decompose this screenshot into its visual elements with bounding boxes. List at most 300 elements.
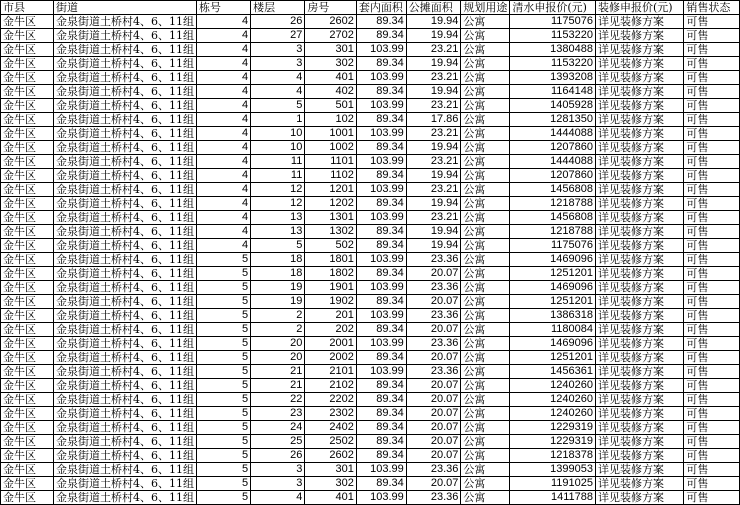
- cell-usage[interactable]: 公寓: [461, 225, 510, 239]
- cell-floor[interactable]: 2: [251, 323, 305, 337]
- cell-room[interactable]: 2702: [305, 29, 357, 43]
- cell-base-price[interactable]: 1240260: [510, 379, 596, 393]
- cell-room[interactable]: 2602: [305, 449, 357, 463]
- cell-usage[interactable]: 公寓: [461, 351, 510, 365]
- cell-status[interactable]: 可售: [684, 407, 740, 421]
- cell-base-price[interactable]: 1240260: [510, 407, 596, 421]
- cell-room[interactable]: 302: [305, 477, 357, 491]
- cell-inner-area[interactable]: 89.34: [356, 393, 406, 407]
- cell-inner-area[interactable]: 103.99: [356, 155, 406, 169]
- cell-status[interactable]: 可售: [684, 71, 740, 85]
- cell-room[interactable]: 1302: [305, 225, 357, 239]
- cell-building[interactable]: 5: [196, 337, 250, 351]
- cell-base-price[interactable]: 1456808: [510, 211, 596, 225]
- cell-street[interactable]: 金泉街道土桥村4、6、11组: [53, 491, 196, 505]
- cell-decor-price[interactable]: 详见装修方案: [595, 421, 683, 435]
- cell-building[interactable]: 5: [196, 295, 250, 309]
- cell-shared-area[interactable]: 23.21: [406, 127, 461, 141]
- cell-status[interactable]: 可售: [684, 379, 740, 393]
- cell-inner-area[interactable]: 103.99: [356, 337, 406, 351]
- col-header-inner-area[interactable]: 套内面积: [356, 1, 406, 15]
- cell-county[interactable]: 金牛区: [1, 407, 54, 421]
- cell-decor-price[interactable]: 详见装修方案: [595, 323, 683, 337]
- cell-usage[interactable]: 公寓: [461, 337, 510, 351]
- cell-room[interactable]: 1901: [305, 281, 357, 295]
- cell-building[interactable]: 5: [196, 351, 250, 365]
- cell-decor-price[interactable]: 详见装修方案: [595, 99, 683, 113]
- cell-inner-area[interactable]: 89.34: [356, 85, 406, 99]
- cell-shared-area[interactable]: 23.21: [406, 43, 461, 57]
- cell-floor[interactable]: 2: [251, 309, 305, 323]
- cell-shared-area[interactable]: 20.07: [406, 421, 461, 435]
- cell-decor-price[interactable]: 详见装修方案: [595, 337, 683, 351]
- cell-street[interactable]: 金泉街道土桥村4、6、11组: [53, 267, 196, 281]
- cell-street[interactable]: 金泉街道土桥村4、6、11组: [53, 85, 196, 99]
- cell-street[interactable]: 金泉街道土桥村4、6、11组: [53, 365, 196, 379]
- cell-county[interactable]: 金牛区: [1, 309, 54, 323]
- cell-decor-price[interactable]: 详见装修方案: [595, 491, 683, 505]
- cell-building[interactable]: 4: [196, 43, 250, 57]
- cell-decor-price[interactable]: 详见装修方案: [595, 463, 683, 477]
- cell-decor-price[interactable]: 详见装修方案: [595, 407, 683, 421]
- cell-floor[interactable]: 22: [251, 393, 305, 407]
- cell-building[interactable]: 5: [196, 323, 250, 337]
- cell-street[interactable]: 金泉街道土桥村4、6、11组: [53, 449, 196, 463]
- cell-floor[interactable]: 5: [251, 239, 305, 253]
- cell-inner-area[interactable]: 103.99: [356, 491, 406, 505]
- cell-decor-price[interactable]: 详见装修方案: [595, 183, 683, 197]
- cell-room[interactable]: 2602: [305, 15, 357, 29]
- cell-usage[interactable]: 公寓: [461, 29, 510, 43]
- cell-usage[interactable]: 公寓: [461, 435, 510, 449]
- cell-street[interactable]: 金泉街道土桥村4、6、11组: [53, 421, 196, 435]
- cell-base-price[interactable]: 1229319: [510, 435, 596, 449]
- cell-status[interactable]: 可售: [684, 477, 740, 491]
- cell-floor[interactable]: 25: [251, 435, 305, 449]
- cell-building[interactable]: 5: [196, 421, 250, 435]
- cell-inner-area[interactable]: 103.99: [356, 43, 406, 57]
- cell-street[interactable]: 金泉街道土桥村4、6、11组: [53, 225, 196, 239]
- cell-shared-area[interactable]: 19.94: [406, 85, 461, 99]
- cell-status[interactable]: 可售: [684, 43, 740, 57]
- cell-decor-price[interactable]: 详见装修方案: [595, 225, 683, 239]
- cell-street[interactable]: 金泉街道土桥村4、6、11组: [53, 29, 196, 43]
- cell-status[interactable]: 可售: [684, 57, 740, 71]
- cell-inner-area[interactable]: 89.34: [356, 351, 406, 365]
- cell-base-price[interactable]: 1218788: [510, 225, 596, 239]
- cell-usage[interactable]: 公寓: [461, 295, 510, 309]
- cell-county[interactable]: 金牛区: [1, 323, 54, 337]
- cell-building[interactable]: 4: [196, 169, 250, 183]
- cell-inner-area[interactable]: 103.99: [356, 183, 406, 197]
- cell-base-price[interactable]: 1411788: [510, 491, 596, 505]
- cell-shared-area[interactable]: 23.36: [406, 309, 461, 323]
- cell-building[interactable]: 5: [196, 281, 250, 295]
- cell-shared-area[interactable]: 20.07: [406, 477, 461, 491]
- cell-floor[interactable]: 24: [251, 421, 305, 435]
- cell-street[interactable]: 金泉街道土桥村4、6、11组: [53, 477, 196, 491]
- cell-county[interactable]: 金牛区: [1, 337, 54, 351]
- cell-inner-area[interactable]: 103.99: [356, 211, 406, 225]
- col-header-status[interactable]: 销售状态: [684, 1, 740, 15]
- cell-county[interactable]: 金牛区: [1, 113, 54, 127]
- cell-inner-area[interactable]: 89.34: [356, 407, 406, 421]
- cell-status[interactable]: 可售: [684, 337, 740, 351]
- cell-base-price[interactable]: 1218788: [510, 197, 596, 211]
- cell-floor[interactable]: 13: [251, 211, 305, 225]
- cell-usage[interactable]: 公寓: [461, 491, 510, 505]
- cell-decor-price[interactable]: 详见装修方案: [595, 211, 683, 225]
- cell-county[interactable]: 金牛区: [1, 169, 54, 183]
- cell-status[interactable]: 可售: [684, 85, 740, 99]
- cell-county[interactable]: 金牛区: [1, 239, 54, 253]
- cell-shared-area[interactable]: 20.07: [406, 295, 461, 309]
- cell-county[interactable]: 金牛区: [1, 99, 54, 113]
- cell-floor[interactable]: 20: [251, 337, 305, 351]
- cell-status[interactable]: 可售: [684, 239, 740, 253]
- cell-base-price[interactable]: 1469096: [510, 253, 596, 267]
- cell-street[interactable]: 金泉街道土桥村4、6、11组: [53, 169, 196, 183]
- cell-status[interactable]: 可售: [684, 253, 740, 267]
- cell-street[interactable]: 金泉街道土桥村4、6、11组: [53, 295, 196, 309]
- cell-room[interactable]: 2302: [305, 407, 357, 421]
- cell-base-price[interactable]: 1444088: [510, 127, 596, 141]
- cell-usage[interactable]: 公寓: [461, 99, 510, 113]
- cell-county[interactable]: 金牛区: [1, 211, 54, 225]
- cell-room[interactable]: 201: [305, 309, 357, 323]
- cell-county[interactable]: 金牛区: [1, 197, 54, 211]
- cell-shared-area[interactable]: 23.36: [406, 253, 461, 267]
- cell-inner-area[interactable]: 89.34: [356, 15, 406, 29]
- cell-base-price[interactable]: 1281350: [510, 113, 596, 127]
- col-header-room[interactable]: 房号: [305, 1, 357, 15]
- cell-building[interactable]: 4: [196, 57, 250, 71]
- cell-floor[interactable]: 19: [251, 281, 305, 295]
- cell-street[interactable]: 金泉街道土桥村4、6、11组: [53, 239, 196, 253]
- cell-shared-area[interactable]: 20.07: [406, 407, 461, 421]
- cell-room[interactable]: 1802: [305, 267, 357, 281]
- cell-decor-price[interactable]: 详见装修方案: [595, 435, 683, 449]
- cell-building[interactable]: 4: [196, 239, 250, 253]
- cell-floor[interactable]: 20: [251, 351, 305, 365]
- cell-decor-price[interactable]: 详见装修方案: [595, 365, 683, 379]
- cell-usage[interactable]: 公寓: [461, 57, 510, 71]
- cell-inner-area[interactable]: 103.99: [356, 309, 406, 323]
- cell-inner-area[interactable]: 103.99: [356, 463, 406, 477]
- cell-decor-price[interactable]: 详见装修方案: [595, 155, 683, 169]
- cell-usage[interactable]: 公寓: [461, 211, 510, 225]
- cell-floor[interactable]: 12: [251, 197, 305, 211]
- cell-usage[interactable]: 公寓: [461, 407, 510, 421]
- cell-decor-price[interactable]: 详见装修方案: [595, 281, 683, 295]
- cell-shared-area[interactable]: 20.07: [406, 267, 461, 281]
- cell-building[interactable]: 4: [196, 71, 250, 85]
- cell-street[interactable]: 金泉街道土桥村4、6、11组: [53, 113, 196, 127]
- cell-county[interactable]: 金牛区: [1, 421, 54, 435]
- cell-usage[interactable]: 公寓: [461, 197, 510, 211]
- cell-status[interactable]: 可售: [684, 463, 740, 477]
- cell-street[interactable]: 金泉街道土桥村4、6、11组: [53, 393, 196, 407]
- cell-usage[interactable]: 公寓: [461, 113, 510, 127]
- cell-status[interactable]: 可售: [684, 421, 740, 435]
- cell-shared-area[interactable]: 19.94: [406, 29, 461, 43]
- cell-room[interactable]: 1101: [305, 155, 357, 169]
- cell-base-price[interactable]: 1153220: [510, 29, 596, 43]
- cell-county[interactable]: 金牛区: [1, 351, 54, 365]
- cell-inner-area[interactable]: 89.34: [356, 141, 406, 155]
- cell-decor-price[interactable]: 详见装修方案: [595, 141, 683, 155]
- col-header-base-price[interactable]: 清水申报价(元): [510, 1, 596, 15]
- cell-floor[interactable]: 4: [251, 71, 305, 85]
- cell-usage[interactable]: 公寓: [461, 393, 510, 407]
- cell-room[interactable]: 2102: [305, 379, 357, 393]
- cell-decor-price[interactable]: 详见装修方案: [595, 239, 683, 253]
- cell-decor-price[interactable]: 详见装修方案: [595, 169, 683, 183]
- cell-status[interactable]: 可售: [684, 183, 740, 197]
- cell-shared-area[interactable]: 23.36: [406, 463, 461, 477]
- cell-room[interactable]: 1202: [305, 197, 357, 211]
- cell-usage[interactable]: 公寓: [461, 127, 510, 141]
- cell-status[interactable]: 可售: [684, 29, 740, 43]
- cell-base-price[interactable]: 1386318: [510, 309, 596, 323]
- cell-street[interactable]: 金泉街道土桥村4、6、11组: [53, 71, 196, 85]
- cell-base-price[interactable]: 1469096: [510, 337, 596, 351]
- cell-decor-price[interactable]: 详见装修方案: [595, 57, 683, 71]
- cell-status[interactable]: 可售: [684, 155, 740, 169]
- cell-room[interactable]: 1801: [305, 253, 357, 267]
- cell-building[interactable]: 5: [196, 435, 250, 449]
- cell-county[interactable]: 金牛区: [1, 127, 54, 141]
- cell-floor[interactable]: 13: [251, 225, 305, 239]
- cell-shared-area[interactable]: 20.07: [406, 435, 461, 449]
- cell-building[interactable]: 4: [196, 99, 250, 113]
- cell-base-price[interactable]: 1444088: [510, 155, 596, 169]
- cell-inner-area[interactable]: 89.34: [356, 169, 406, 183]
- cell-status[interactable]: 可售: [684, 281, 740, 295]
- cell-floor[interactable]: 10: [251, 127, 305, 141]
- cell-usage[interactable]: 公寓: [461, 43, 510, 57]
- cell-room[interactable]: 2002: [305, 351, 357, 365]
- cell-status[interactable]: 可售: [684, 169, 740, 183]
- cell-status[interactable]: 可售: [684, 365, 740, 379]
- cell-inner-area[interactable]: 89.34: [356, 113, 406, 127]
- cell-inner-area[interactable]: 89.34: [356, 477, 406, 491]
- cell-room[interactable]: 2402: [305, 421, 357, 435]
- cell-status[interactable]: 可售: [684, 267, 740, 281]
- cell-building[interactable]: 5: [196, 379, 250, 393]
- cell-shared-area[interactable]: 20.07: [406, 351, 461, 365]
- cell-building[interactable]: 4: [196, 113, 250, 127]
- cell-room[interactable]: 502: [305, 239, 357, 253]
- cell-base-price[interactable]: 1405928: [510, 99, 596, 113]
- cell-status[interactable]: 可售: [684, 99, 740, 113]
- cell-shared-area[interactable]: 19.94: [406, 239, 461, 253]
- cell-room[interactable]: 1102: [305, 169, 357, 183]
- cell-base-price[interactable]: 1218378: [510, 449, 596, 463]
- cell-street[interactable]: 金泉街道土桥村4、6、11组: [53, 99, 196, 113]
- cell-shared-area[interactable]: 20.07: [406, 323, 461, 337]
- cell-street[interactable]: 金泉街道土桥村4、6、11组: [53, 253, 196, 267]
- cell-inner-area[interactable]: 89.34: [356, 323, 406, 337]
- cell-decor-price[interactable]: 详见装修方案: [595, 477, 683, 491]
- cell-base-price[interactable]: 1164148: [510, 85, 596, 99]
- cell-shared-area[interactable]: 19.94: [406, 57, 461, 71]
- cell-street[interactable]: 金泉街道土桥村4、6、11组: [53, 43, 196, 57]
- cell-building[interactable]: 4: [196, 29, 250, 43]
- cell-shared-area[interactable]: 23.21: [406, 99, 461, 113]
- cell-shared-area[interactable]: 23.36: [406, 337, 461, 351]
- cell-usage[interactable]: 公寓: [461, 169, 510, 183]
- cell-street[interactable]: 金泉街道土桥村4、6、11组: [53, 57, 196, 71]
- cell-status[interactable]: 可售: [684, 225, 740, 239]
- cell-inner-area[interactable]: 89.34: [356, 295, 406, 309]
- cell-base-price[interactable]: 1229319: [510, 421, 596, 435]
- cell-decor-price[interactable]: 详见装修方案: [595, 379, 683, 393]
- cell-building[interactable]: 5: [196, 407, 250, 421]
- cell-status[interactable]: 可售: [684, 141, 740, 155]
- cell-base-price[interactable]: 1153220: [510, 57, 596, 71]
- cell-inner-area[interactable]: 89.34: [356, 435, 406, 449]
- cell-street[interactable]: 金泉街道土桥村4、6、11组: [53, 281, 196, 295]
- cell-status[interactable]: 可售: [684, 491, 740, 505]
- cell-usage[interactable]: 公寓: [461, 323, 510, 337]
- cell-decor-price[interactable]: 详见装修方案: [595, 253, 683, 267]
- cell-base-price[interactable]: 1251201: [510, 295, 596, 309]
- cell-base-price[interactable]: 1251201: [510, 267, 596, 281]
- cell-base-price[interactable]: 1180084: [510, 323, 596, 337]
- cell-usage[interactable]: 公寓: [461, 449, 510, 463]
- cell-building[interactable]: 4: [196, 197, 250, 211]
- cell-inner-area[interactable]: 103.99: [356, 281, 406, 295]
- cell-street[interactable]: 金泉街道土桥村4、6、11组: [53, 127, 196, 141]
- cell-decor-price[interactable]: 详见装修方案: [595, 15, 683, 29]
- cell-shared-area[interactable]: 20.07: [406, 393, 461, 407]
- cell-usage[interactable]: 公寓: [461, 253, 510, 267]
- cell-usage[interactable]: 公寓: [461, 85, 510, 99]
- cell-building[interactable]: 5: [196, 365, 250, 379]
- col-header-building[interactable]: 栋号: [196, 1, 250, 15]
- cell-status[interactable]: 可售: [684, 197, 740, 211]
- col-header-decor-price[interactable]: 装修申报价(元): [595, 1, 683, 15]
- cell-room[interactable]: 301: [305, 43, 357, 57]
- cell-county[interactable]: 金牛区: [1, 365, 54, 379]
- cell-usage[interactable]: 公寓: [461, 183, 510, 197]
- cell-floor[interactable]: 10: [251, 141, 305, 155]
- cell-status[interactable]: 可售: [684, 295, 740, 309]
- cell-inner-area[interactable]: 103.99: [356, 253, 406, 267]
- cell-floor[interactable]: 4: [251, 85, 305, 99]
- cell-building[interactable]: 5: [196, 449, 250, 463]
- cell-county[interactable]: 金牛区: [1, 267, 54, 281]
- cell-inner-area[interactable]: 89.34: [356, 421, 406, 435]
- cell-county[interactable]: 金牛区: [1, 183, 54, 197]
- cell-shared-area[interactable]: 23.36: [406, 365, 461, 379]
- cell-street[interactable]: 金泉街道土桥村4、6、11组: [53, 309, 196, 323]
- cell-street[interactable]: 金泉街道土桥村4、6、11组: [53, 435, 196, 449]
- cell-room[interactable]: 1902: [305, 295, 357, 309]
- cell-county[interactable]: 金牛区: [1, 393, 54, 407]
- cell-county[interactable]: 金牛区: [1, 449, 54, 463]
- cell-county[interactable]: 金牛区: [1, 477, 54, 491]
- cell-inner-area[interactable]: 89.34: [356, 197, 406, 211]
- cell-room[interactable]: 301: [305, 463, 357, 477]
- cell-shared-area[interactable]: 17.86: [406, 113, 461, 127]
- cell-county[interactable]: 金牛区: [1, 141, 54, 155]
- cell-inner-area[interactable]: 89.34: [356, 267, 406, 281]
- cell-base-price[interactable]: 1240260: [510, 393, 596, 407]
- cell-usage[interactable]: 公寓: [461, 379, 510, 393]
- cell-floor[interactable]: 11: [251, 155, 305, 169]
- cell-county[interactable]: 金牛区: [1, 71, 54, 85]
- cell-floor[interactable]: 21: [251, 379, 305, 393]
- cell-base-price[interactable]: 1469096: [510, 281, 596, 295]
- cell-county[interactable]: 金牛区: [1, 463, 54, 477]
- cell-county[interactable]: 金牛区: [1, 15, 54, 29]
- cell-floor[interactable]: 26: [251, 15, 305, 29]
- cell-building[interactable]: 5: [196, 463, 250, 477]
- cell-decor-price[interactable]: 详见装修方案: [595, 393, 683, 407]
- cell-inner-area[interactable]: 103.99: [356, 71, 406, 85]
- cell-county[interactable]: 金牛区: [1, 225, 54, 239]
- cell-floor[interactable]: 19: [251, 295, 305, 309]
- cell-status[interactable]: 可售: [684, 113, 740, 127]
- cell-base-price[interactable]: 1399053: [510, 463, 596, 477]
- cell-street[interactable]: 金泉街道土桥村4、6、11组: [53, 197, 196, 211]
- cell-usage[interactable]: 公寓: [461, 71, 510, 85]
- cell-shared-area[interactable]: 23.21: [406, 183, 461, 197]
- cell-room[interactable]: 402: [305, 85, 357, 99]
- cell-shared-area[interactable]: 20.07: [406, 449, 461, 463]
- cell-county[interactable]: 金牛区: [1, 435, 54, 449]
- cell-status[interactable]: 可售: [684, 351, 740, 365]
- cell-county[interactable]: 金牛区: [1, 379, 54, 393]
- cell-decor-price[interactable]: 详见装修方案: [595, 43, 683, 57]
- col-header-usage[interactable]: 规划用途: [461, 1, 510, 15]
- cell-shared-area[interactable]: 19.94: [406, 169, 461, 183]
- cell-street[interactable]: 金泉街道土桥村4、6、11组: [53, 323, 196, 337]
- cell-usage[interactable]: 公寓: [461, 141, 510, 155]
- cell-inner-area[interactable]: 89.34: [356, 449, 406, 463]
- cell-building[interactable]: 5: [196, 491, 250, 505]
- cell-room[interactable]: 401: [305, 71, 357, 85]
- col-header-floor[interactable]: 楼层: [251, 1, 305, 15]
- cell-usage[interactable]: 公寓: [461, 281, 510, 295]
- cell-county[interactable]: 金牛区: [1, 29, 54, 43]
- cell-street[interactable]: 金泉街道土桥村4、6、11组: [53, 211, 196, 225]
- cell-decor-price[interactable]: 详见装修方案: [595, 351, 683, 365]
- cell-base-price[interactable]: 1456361: [510, 365, 596, 379]
- cell-room[interactable]: 2101: [305, 365, 357, 379]
- cell-decor-price[interactable]: 详见装修方案: [595, 197, 683, 211]
- cell-county[interactable]: 金牛区: [1, 43, 54, 57]
- cell-floor[interactable]: 5: [251, 99, 305, 113]
- cell-county[interactable]: 金牛区: [1, 295, 54, 309]
- cell-room[interactable]: 1002: [305, 141, 357, 155]
- cell-usage[interactable]: 公寓: [461, 463, 510, 477]
- cell-status[interactable]: 可售: [684, 309, 740, 323]
- cell-county[interactable]: 金牛区: [1, 85, 54, 99]
- cell-street[interactable]: 金泉街道土桥村4、6、11组: [53, 351, 196, 365]
- cell-street[interactable]: 金泉街道土桥村4、6、11组: [53, 407, 196, 421]
- cell-usage[interactable]: 公寓: [461, 267, 510, 281]
- cell-county[interactable]: 金牛区: [1, 281, 54, 295]
- cell-floor[interactable]: 23: [251, 407, 305, 421]
- cell-county[interactable]: 金牛区: [1, 155, 54, 169]
- cell-floor[interactable]: 3: [251, 463, 305, 477]
- cell-room[interactable]: 2001: [305, 337, 357, 351]
- cell-base-price[interactable]: 1191025: [510, 477, 596, 491]
- cell-base-price[interactable]: 1207860: [510, 141, 596, 155]
